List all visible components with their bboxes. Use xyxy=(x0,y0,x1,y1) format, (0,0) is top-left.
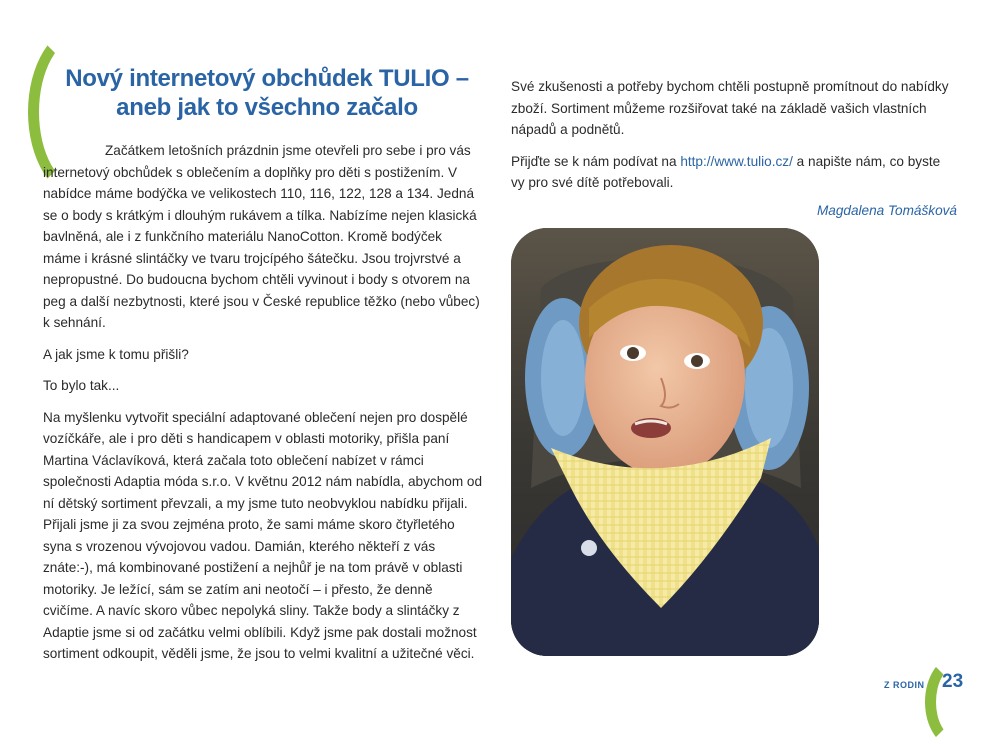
right-paragraph-1: Své zkušenosti a potřeby bychom chtěli postupně promítnout do nabídky zboží. Sortiment můžeme rozšiřovat také na základě vašich vlastních nápadů a podnětů. xyxy=(511,79,949,137)
title-line-1: Nový internetový obchůdek TULIO – xyxy=(65,65,469,92)
photo-illustration xyxy=(511,228,819,656)
story-paragraph: Na myšlenku vytvořit speciální adaptované oblečení nejen pro dospělé vozíčkáře, ale i pro děti s handicapem v oblasti motoriky, přišla paní Martina Václavíková, která začala toto oblečení nabízet v rámci společnosti Adaptia móda s.r.o. V květnu 2012 nám nabídla, abychom od ní dětský sortiment převzali, a my jsme tuto neobvyklou nabídku přijali. Přijali jsme ji za svou zejména proto, že sami máme skoro čtyřletého syna s vrozenou vývojovou vadou. Damián, kterého někteří z vás znáte:-), má kombinované postižení a nejhůř je na tom právě v oblasti motoriky. Je ležící, sám se zatím ani neotočí – i přesto, že denně cvičíme. A navíc skoro vůbec nepolyká sliny. Takže body a slintáčky z Adaptie jsme si od začátku velmi oblíbili. Když jsme pak dostali možnost sortiment odkoupit, věděli jsme, že jsou to velmi kvalitní a užitečné věci. xyxy=(43,409,483,661)
footer-arc xyxy=(925,656,987,748)
author-signature: Magdalena Tomášková xyxy=(816,203,957,218)
article-title xyxy=(62,64,472,122)
left-column xyxy=(43,140,483,675)
page-number: 23 xyxy=(942,671,964,692)
intro-paragraph: Začátkem letošních prázdnin jsme otevřeli pro sebe i pro vás internetový obchůdek s oblečením a doplňky pro děti s postižením. V nabídce máme bodýčka ve velikostech 110, 116, 122, 128 a 134. Jedná se o body s krátkým i dlouhým rukávem a tílka. Nabízíme nejen klasická bavlněná, ale i z funkčního materiálu NanoCotton. Kromě bodýček máme i krásné slintáčky ve tvaru trojcípého šátečku. Jsou trojvrstvé a nepropustné. Do budoucna bychom chtěli vyvinout i body s otvorem na peg a další nezbytnosti, které jsou v České republice těžko (nebo vůbec) k sehnání. xyxy=(43,143,480,330)
title-line-2: aneb jak to všechno začalo xyxy=(116,94,418,121)
question-paragraph: A jak jsme k tomu přišli? xyxy=(43,346,189,362)
child-photo xyxy=(511,228,819,656)
right-paragraph-2 xyxy=(511,151,956,194)
section-label: Z RODIN xyxy=(884,680,925,690)
paragraph-text-after-link: a napište nám, co byste vy pro své dítě potřebovali. xyxy=(511,153,941,190)
answer-paragraph: To bylo tak... xyxy=(43,378,120,393)
tulio-link[interactable]: http://www.tulio.cz/ xyxy=(680,153,793,169)
right-column xyxy=(511,76,956,204)
paragraph-text-before-link: Přijďte se k nám podívat na xyxy=(511,153,681,169)
